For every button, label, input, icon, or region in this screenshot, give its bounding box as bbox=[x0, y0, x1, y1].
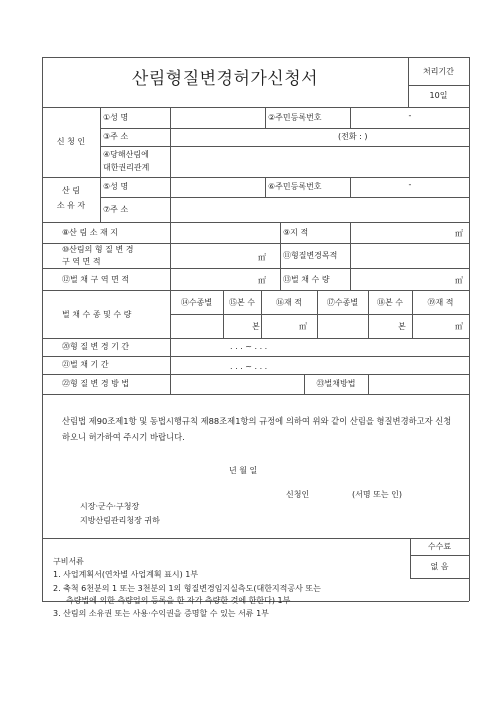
document-item-1: 1. 사업계획서(연차별 사업계획 표시) 1부 bbox=[53, 570, 199, 579]
harvest-method-label: ㉓벌채방법 bbox=[316, 379, 356, 388]
forest-lot-unit: ㎡ bbox=[455, 229, 463, 238]
applicant-name-field[interactable] bbox=[171, 108, 264, 127]
owner-address-label: ⑦주 소 bbox=[103, 205, 129, 214]
species-count-unit-1: 본 bbox=[252, 322, 260, 331]
owner-resident-field[interactable]: - bbox=[408, 180, 412, 189]
owner-group-label-2: 소 유 자 bbox=[56, 201, 86, 210]
harvest-area-label: ⑫벌 채 구 역 면 적 bbox=[62, 275, 130, 284]
row-line-10 bbox=[42, 356, 469, 357]
forest-purpose-field[interactable] bbox=[351, 244, 468, 267]
owner-group-label-1: 산 림 bbox=[62, 186, 80, 195]
row-line-1 bbox=[100, 128, 469, 129]
species-col-6: ⑲재 적 bbox=[427, 298, 454, 307]
resident-split-line bbox=[265, 107, 266, 128]
applicant-name-label: ①성 명 bbox=[103, 113, 129, 122]
forest-area-unit: ㎡ bbox=[258, 253, 266, 262]
document-item-3: 3. 산림의 소유권 또는 사용·수익권을 증명할 수 있는 서류 1부 bbox=[53, 609, 269, 618]
species-header-line bbox=[170, 314, 469, 315]
species-col-2: ⑮본 수 bbox=[229, 298, 255, 307]
species-group-label: 벌 채 수 종 및 수 량 bbox=[62, 310, 132, 319]
row-line-12 bbox=[42, 394, 469, 395]
species-volume-unit-1: ㎥ bbox=[299, 322, 307, 331]
border-right bbox=[469, 57, 470, 601]
forest-area-label-1: ⑩산림의 형 질 변 경 bbox=[62, 245, 134, 254]
border-top bbox=[42, 57, 469, 58]
species-col-1: ⑭수종별 bbox=[180, 298, 213, 307]
declaration-text: 산림법 제90조제1항 및 동법시행규칙 제88조제1항의 규정에 의하여 위와 같이 산림을 형질변경하고자 신청하오니 허가하여 주시기 바랍니다. bbox=[62, 416, 452, 442]
forest-lot-label: ⑨지 적 bbox=[283, 228, 309, 237]
document-item-2-line-1: 2. 축척 6천분의 1 또는 3천분의 1의 형질변경임지실측도(대한지적공사 또는 bbox=[53, 584, 321, 593]
forest-location-label: ⑧산 림 소 재 지 bbox=[62, 228, 118, 237]
documents-header: 구비서류 bbox=[53, 557, 84, 566]
change-method-label: ㉒형 질 변 경 방 법 bbox=[62, 379, 130, 388]
fee-box-mid bbox=[410, 555, 469, 556]
forest-area-label-2: 구 역 면 적 bbox=[62, 257, 101, 266]
application-date[interactable]: 년 월 일 bbox=[229, 466, 258, 475]
documents-top-line bbox=[42, 538, 469, 539]
sign-note[interactable]: (서명 또는 인) bbox=[352, 490, 402, 499]
applicant-resident-label: ②주민등록번호 bbox=[268, 113, 322, 122]
row-line-9 bbox=[42, 338, 469, 339]
applicant-phone-label[interactable]: (전화 : ) bbox=[338, 132, 368, 141]
owner-resident-split bbox=[265, 177, 266, 197]
address-label-line bbox=[170, 128, 171, 146]
species-volume-unit-2: ㎥ bbox=[455, 322, 463, 331]
harvest-area-unit: ㎡ bbox=[258, 276, 266, 285]
harvest-period-label: ㉑벌 채 기 간 bbox=[62, 360, 109, 369]
applicant-group-label: 신 청 인 bbox=[56, 137, 86, 146]
document-item-2-line-2: 측량법에 의한 측량업의 등록을 한 자가 측량한 것에 한한다) 1부 bbox=[66, 596, 291, 605]
group-column-line bbox=[100, 107, 101, 222]
species-col-4: ⑰수종별 bbox=[326, 298, 359, 307]
owner-address-field[interactable] bbox=[171, 198, 468, 221]
relation-label-line-2: 대한권리관계 bbox=[103, 163, 150, 172]
harvest-period-value[interactable]: . . . ~ . . . bbox=[230, 362, 268, 371]
forest-purpose-label: ⑪형질변경목적 bbox=[283, 251, 338, 260]
forest-split-line bbox=[280, 222, 281, 290]
recipient-2: 지방산림관리청장 귀하 bbox=[80, 516, 160, 525]
harvest-volume-label: ⑬벌 채 수 량 bbox=[283, 275, 330, 284]
relation-label-line-1: ④당해산림에 bbox=[103, 150, 149, 159]
fee-value: 없 음 bbox=[430, 562, 449, 571]
owner-name-field[interactable] bbox=[171, 178, 264, 196]
harvest-volume-unit: ㎥ bbox=[455, 276, 463, 285]
processing-box-mid bbox=[408, 85, 469, 86]
harvest-method-field[interactable] bbox=[369, 375, 468, 393]
owner-resident-label: ⑥주민등록번호 bbox=[268, 182, 322, 191]
relation-field[interactable] bbox=[171, 147, 468, 176]
fee-label: 수수료 bbox=[427, 542, 452, 551]
species-count-unit-2: 본 bbox=[398, 322, 406, 331]
form-title: 산림형질변경허가신청서 bbox=[131, 69, 319, 89]
change-method-field[interactable] bbox=[171, 375, 303, 393]
signer-label: 신청인 bbox=[286, 490, 310, 499]
change-period-label: ⑳형 질 변 경 기 간 bbox=[62, 342, 130, 351]
species-col-5: ⑱본 수 bbox=[377, 298, 403, 307]
species-col-3: ⑯재 적 bbox=[276, 298, 302, 307]
owner-name-label: ⑤성 명 bbox=[103, 182, 129, 191]
forest-location-field[interactable] bbox=[171, 223, 279, 242]
recipient-1: 시장·군수·구청장 bbox=[80, 502, 140, 511]
row-line-7 bbox=[42, 268, 469, 269]
change-period-value[interactable]: . . . ~ . . . bbox=[230, 342, 268, 351]
applicant-resident-field[interactable]: - bbox=[408, 111, 412, 120]
fee-box-bottom bbox=[410, 578, 469, 579]
processing-label: 처리기간 bbox=[423, 67, 454, 76]
row-line-8 bbox=[42, 290, 469, 291]
processing-value: 10일 bbox=[429, 91, 448, 100]
applicant-address-label: ③주 소 bbox=[103, 132, 129, 141]
